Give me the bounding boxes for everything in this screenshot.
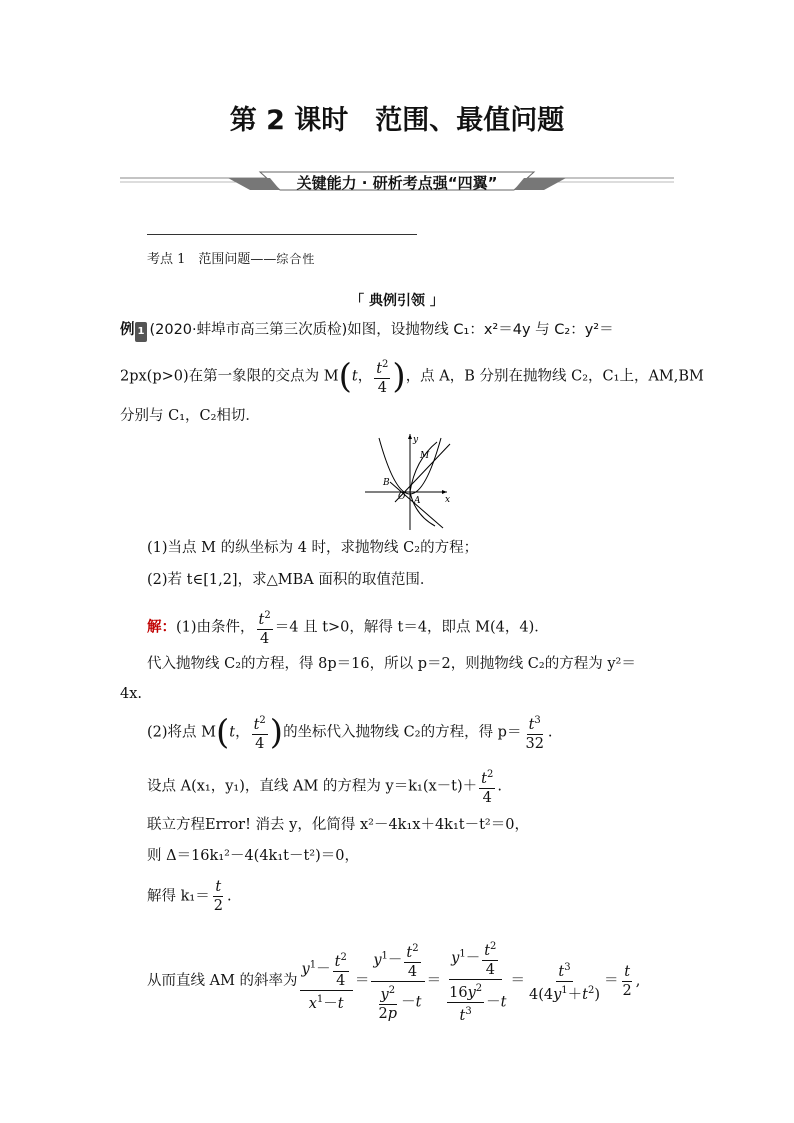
- question-2: (2)若 t∈[1,2]，求△MBA 面积的取值范围．: [147, 572, 435, 588]
- example-badge: 1: [135, 322, 148, 342]
- example-source: (2020·蚌埠市高三第三次质检): [149, 322, 348, 338]
- solution-label: 解：: [147, 619, 176, 636]
- solution-line-6: 则 Δ＝16k₁²－4(4k₁t－t²)＝0，: [147, 848, 359, 864]
- solution-line-5: 联立方程Error! 消去 y，化简得 x²－4k₁x＋4k₁t－t²＝0，: [147, 817, 529, 833]
- figure-label-a: A: [414, 496, 421, 506]
- topic-label: 考点 1 范围问题——: [147, 252, 277, 267]
- solution-line-7: 解得 k₁＝ $\frac{t}{2}$ .: [147, 879, 232, 914]
- topic-heading: [147, 248, 315, 267]
- parabola-figure: [365, 430, 455, 530]
- figure-label-y: y: [413, 435, 419, 445]
- figure-label-b: B: [383, 478, 390, 488]
- figure-label-x: x: [445, 495, 451, 505]
- example-line-1: 例 1 (2020·蚌埠市高三第三次质检)如图，设抛物线 C₁：x²＝4y 与 C₂：y²＝: [120, 320, 614, 342]
- example-line-2: 2px(p>0)在第一象限的交点为 M(t， $\frac{t^2}{4}$ )，点 A，B 分别在抛物线 C₂，C₁上，AM,BM: [120, 356, 704, 397]
- solution-line-2: 代入抛物线 C₂的方程，得 8p＝16，所以 p＝2，则抛物线 C₂的方程为 y²＝: [147, 656, 636, 672]
- divider: [147, 234, 417, 235]
- figure-label-m: M: [420, 451, 430, 461]
- example-line-3: 分别与 C₁，C₂相切．: [120, 408, 260, 424]
- solution-line-2b: 4x.: [120, 686, 143, 702]
- solution-line-8: 从而直线 AM 的斜率为 $y^1-$ $\frac{t^2}{4}$ $x^1-t$ ＝ $y^1-$ $\frac{t^2}{4}$ $\frac{y^2}{2p}$ －t ＝ $y^1-$ $\frac{t^2}{4}$ $\frac{16y^2}{t^3}$ －t ＝ $\frac{t^3}{4(4y^1+t^2)}$ ＝ $\frac{t}{2}$ ,: [147, 938, 640, 1024]
- section-lead: 「 典例引领 」: [350, 293, 444, 309]
- solution-line-4: 设点 A(x₁，y₁)，直线 AM 的方程为 y＝k₁(x－t)＋ $\frac{t^2}{4}$ .: [147, 766, 502, 807]
- solution-line-1: 解：(1)由条件， $\frac{t^2}{4}$ ＝4 且 t>0，解得 t＝4，即点 M(4，4)．: [147, 607, 549, 648]
- solution-line-3: (2)将点 M(t， $\frac{t^2}{4}$ )的坐标代入抛物线 C₂的方程，得 p＝ $\frac{t^3}{32}$ .: [147, 712, 553, 753]
- topic-tag: 综合性: [276, 252, 316, 266]
- figure-label-o: O: [398, 492, 406, 502]
- section-banner: 关键能力 · 研析考点强“四翼”: [296, 174, 498, 192]
- page-title: 第 2 课时 范围、最值问题: [229, 105, 565, 136]
- question-1: (1)当点 M 的纵坐标为 4 时，求抛物线 C₂的方程；: [147, 540, 479, 556]
